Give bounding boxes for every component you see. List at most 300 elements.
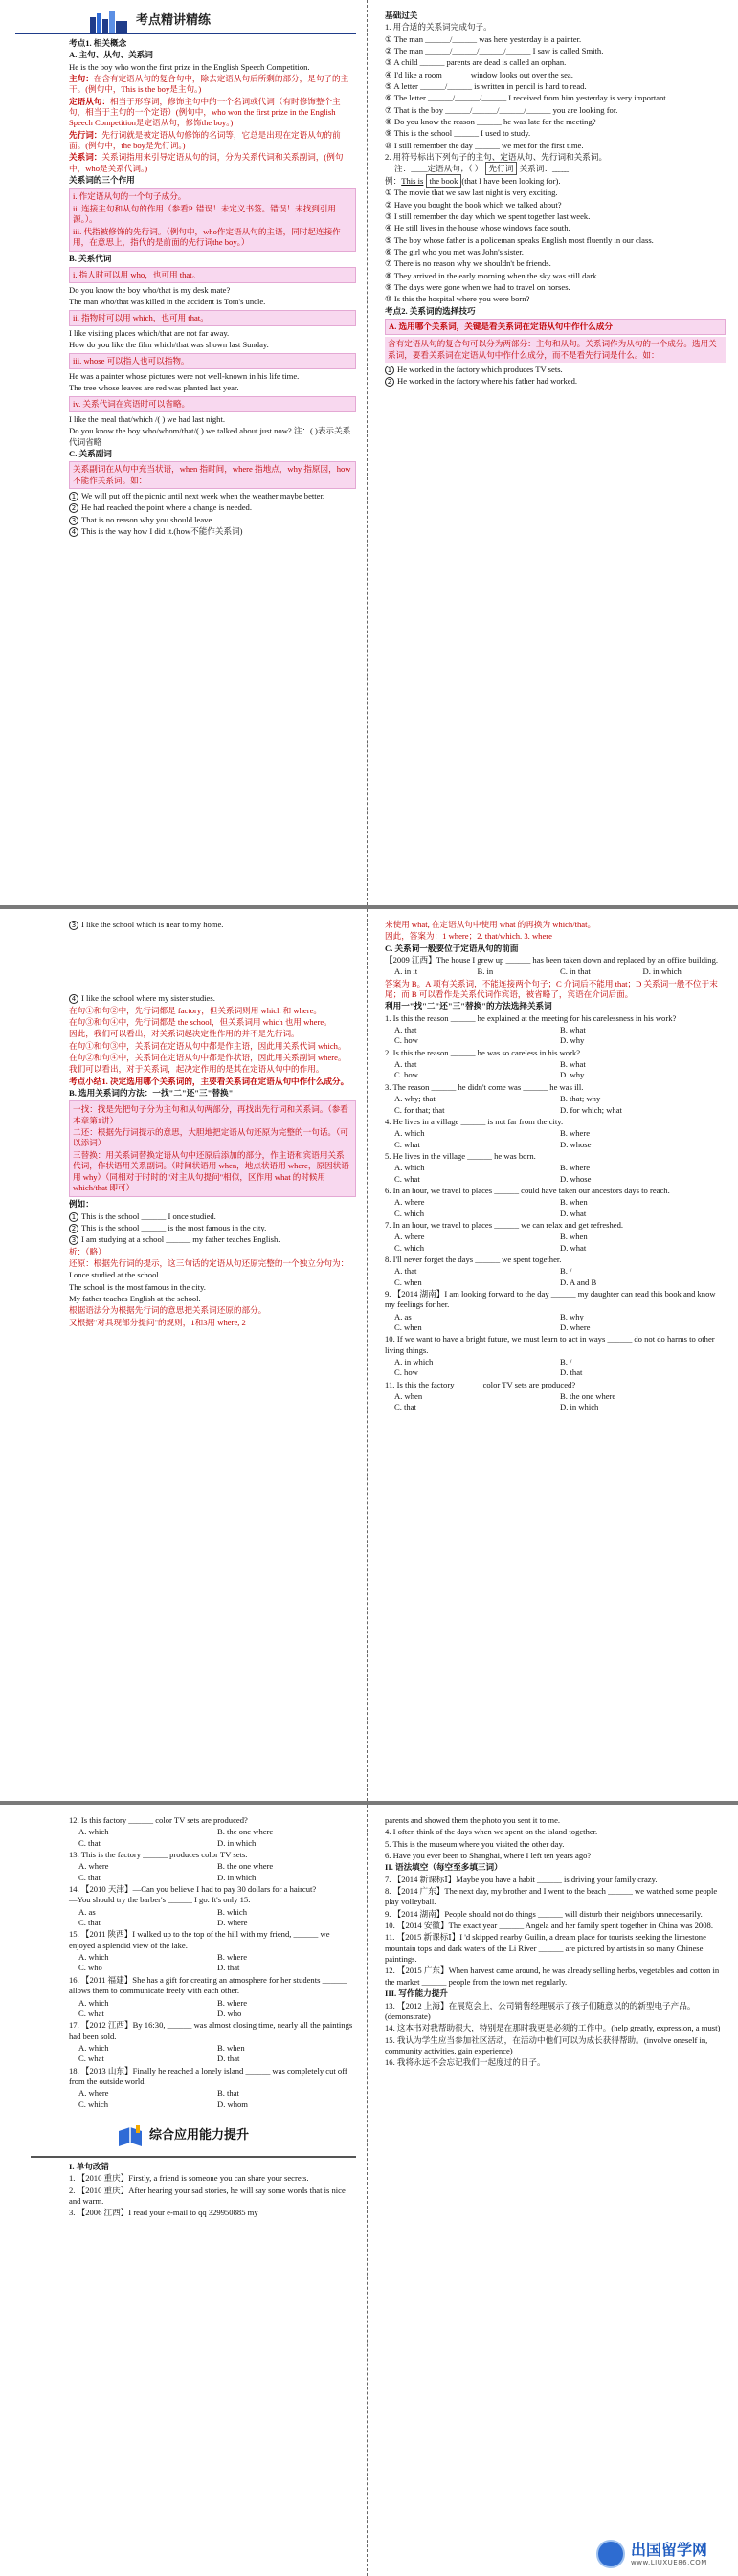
option: D. in which (217, 1837, 257, 1848)
option: C. which (394, 1208, 425, 1218)
mark-sentence-item (385, 294, 726, 304)
function-item: ii. 连接主句和从句的作用（参看P. 错误！未定义书签。错误！未找到引用源。）。 (73, 203, 337, 225)
options-row (69, 1998, 356, 2020)
options-row (385, 1128, 726, 1150)
term-attr-text: 相当于形容词，修饰主句中的一个名词或代词（有时修饰整个主句，相当于主句的一个定语）(例句中，who won the first prize in the English Speech Competition是定语从句，修饰the boy。) (69, 96, 341, 128)
question-text: He lives in a village ______ is not far from the city. (392, 1116, 564, 1126)
number-badge-3: 3 (69, 516, 78, 525)
item-text: Is this the hospital where you were born? (393, 294, 530, 304)
item-number: 7. (385, 1874, 391, 1884)
item-text: 【2012 上海】在展览会上，公司销售经理展示了孩子们随意以的的新型电子产品。(demonstrate) (385, 2000, 696, 2021)
writing-list (385, 2001, 726, 2069)
page1-left-column (8, 0, 362, 905)
part-1-heading: I. 单句改错 (69, 2161, 110, 2171)
restore-note: 还原：根据先行词的提示，这三句话的定语从句还原完整的一个独立分句为： (69, 1257, 349, 1268)
term-ante-text: 先行词就是被定语从句修饰的名词等，它总是出现在定语从句的前面。(例句中，the boy是先行词。) (69, 129, 341, 151)
option: C. for that; that (394, 1104, 445, 1115)
option: D. that (217, 2054, 240, 2064)
legend-antecedent: 先行词 (485, 162, 518, 175)
question-text: 【2013 山东】Finally he reached a lonely island ______ was completely cut off from the outside world. (69, 2065, 347, 2086)
number-badge-2: 2 (385, 377, 394, 387)
question-text: I'll never forget the days ______ we spent together. (392, 1254, 562, 1264)
options-row (69, 1861, 356, 1883)
question-text: 【2012 江西】By 16:30, ______ was almost closing time, nearly all the paintings had been sold. (69, 2020, 353, 2041)
option: A. where (394, 1232, 425, 1242)
item-number: 13. (69, 1850, 79, 1860)
item-number: 13. (385, 2000, 395, 2010)
number-badge-2: 2 (69, 1224, 78, 1233)
item-number: ① (385, 188, 394, 198)
item-number: ④ (385, 69, 394, 79)
section-title-bar (15, 6, 356, 34)
sub-heading-c: C. 关系词一般要位于定语从句的前面 (385, 943, 519, 953)
sub-heading-b: B. 关系代词 (69, 254, 112, 264)
books-icon (90, 10, 128, 33)
item-text: The girl who you met was John's sister. (393, 246, 524, 256)
item-number: ⑩ (385, 140, 394, 150)
correction-item: Have you ever been to Shanghai, where I left ten years ago? (392, 1851, 592, 1861)
item-text: There is no reason why we shouldn't be friends. (393, 258, 551, 269)
globe-icon (596, 2540, 625, 2568)
topic-2-note-box (385, 337, 726, 363)
item-number: ⑩ (385, 294, 394, 304)
numbered-item (385, 2057, 726, 2068)
mark-sentence-item (385, 271, 726, 281)
option: C. what (394, 1139, 420, 1149)
restore-end-2: 又根据"对具现部分提问"的规则，1和3用 where, 2 (69, 1317, 246, 1327)
example-antecedent: the book (426, 174, 462, 188)
item-text: 我将永远不会忘记我们一起度过的日子。 (396, 2057, 546, 2068)
c-example: 【2009 江西】The house I grew up ______ has been taken down and replaced by an office building. (385, 955, 719, 966)
topic-2-example: He worked in the factory which produces TV sets. (397, 364, 563, 374)
mark-sentence-item (385, 282, 726, 293)
mcq-item (385, 1186, 726, 1196)
numbered-item (385, 1875, 726, 1885)
options-row (69, 1907, 356, 1929)
option: A. where (78, 2088, 109, 2099)
option: B. the one where (560, 1391, 616, 1402)
option: A. which (78, 1827, 109, 1837)
page-3 (0, 1805, 738, 2576)
option: A. in which (394, 1357, 434, 1367)
item-number: ⑨ (385, 281, 394, 292)
mark-sentence-item (385, 223, 726, 233)
item-number: 14. (385, 2023, 395, 2033)
item-number: ⑥ (385, 246, 394, 256)
item-number: 1. (385, 1012, 391, 1023)
option: B. where (217, 1952, 248, 1963)
example-line: Do you know the boy who/whom/that/( ) we talked about just now? 注：( )表示关系代词省略 (69, 426, 351, 447)
section-2-title (31, 2118, 356, 2156)
question-text: In an hour, we travel to places ______ we can relax and get refreshed. (392, 1219, 624, 1230)
option: D. for which; what (560, 1104, 622, 1115)
option: C. that (78, 1918, 101, 1928)
mcq-item (385, 1013, 726, 1024)
item-number: 4. (385, 1827, 391, 1837)
option: D. in which (217, 1872, 257, 1882)
options-row (385, 1232, 726, 1254)
watermark (596, 2538, 730, 2572)
exercise-1-list (385, 34, 726, 151)
item-number: ③ (385, 211, 394, 221)
item-number: 4. (385, 1116, 391, 1126)
analysis-line: 在句①和句②中，先行词都是 factory，但关系词则用 which 和 where。 (69, 1005, 322, 1015)
sub-heading-b: B. 选用关系词的方法：一找"二"还"三"替换" (69, 1088, 234, 1099)
mcq-item (385, 1380, 726, 1390)
term-ante: 先行词： (69, 129, 102, 140)
item-number: ① (385, 33, 394, 44)
item-number: 9. (385, 1289, 391, 1299)
option: C. when (394, 1322, 422, 1333)
item-text: The man ______/______/______/______ I saw is called Smith. (393, 46, 604, 56)
item-text: I still remember the day ______ we met for the first time. (393, 140, 584, 150)
rule-box (69, 310, 356, 326)
item-number: ⑤ (385, 81, 394, 92)
options-row (385, 1163, 726, 1185)
item-number: ⑨ (385, 128, 394, 139)
option: C. when (394, 1277, 422, 1287)
mark-sentence-item (385, 188, 726, 198)
page-1 (0, 0, 738, 905)
question-text: Is this the reason ______ he explained at the meeting for his carelessness in his work? (392, 1012, 677, 1023)
option: D. where (560, 1322, 591, 1333)
option: D. whom (217, 2099, 248, 2109)
item-text: The man ______/______ was here yesterday is a painter. (393, 33, 582, 44)
steps-box (69, 1100, 356, 1197)
item-text: This is the school ______ I used to study. (393, 128, 531, 139)
item-text: 【2014 新课标Ⅰ】Maybe you have a habit ______ is driving your family crazy. (392, 1874, 658, 1884)
numbered-item (385, 1909, 726, 1920)
numbered-item (385, 1886, 726, 1908)
restored-sentence: I once studied at the school. (69, 1270, 161, 1280)
option: C. what (78, 2054, 104, 2064)
item-text: 【2014 广东】The next day, my brother and I went to the beach ______ we watched some people play volleyball. (385, 1886, 718, 1907)
item-text: The boy whose father is a policeman speaks English most fluently in our class. (393, 234, 654, 245)
column-divider (367, 909, 368, 1801)
option: A. that (394, 1059, 417, 1070)
option: C. that (78, 1837, 101, 1848)
item-number: 17. (69, 2020, 79, 2031)
item-text: He still lives in the house whose windows face south. (393, 223, 570, 233)
analysis-line: 在句①和句③中，关系词在定语从句中都是作主语，因此用关系代词 which。 (69, 1040, 347, 1051)
option: C. what (394, 1173, 420, 1184)
example-line: Do you know the boy who/that is my desk mate? (69, 284, 231, 295)
item-text: The letter ______/______/______ I received from him yesterday is very important. (393, 93, 668, 103)
item-number: ② (385, 199, 394, 210)
step-item: 一找：找是先把句子分为主句和从句两部分，再找出先行词和关系词。（参看本章第1讲） (73, 1104, 348, 1125)
page3-left-column (8, 1805, 362, 2576)
option: A. as (394, 1311, 412, 1321)
exercise-2-list (385, 188, 726, 304)
item-text: 【2015 新课标Ⅰ】I 'd skipped nearby Guilin, a dream place for tourists seeking the limestone mountain tops and dark waters of the Li River ______ are pictured by artists in so many Chinese paintings. (385, 1932, 706, 1965)
example-main: This is (401, 175, 424, 186)
numbered-item (385, 1965, 726, 1988)
term-rel-text: 关系词指用来引导定语从句的词，分为关系代词和关系副词，(例句中，who是关系代词。) (69, 152, 344, 173)
item-number: ③ (385, 57, 394, 68)
item-text: The days were gone when we had to travel on horses. (393, 281, 570, 292)
example-clause: (that I have been looking for). (461, 175, 561, 186)
item-number: 8. (385, 1886, 391, 1897)
part-2-heading: II. 语法填空（每空至多填三词） (385, 1862, 503, 1873)
item-number: ⑤ (385, 234, 394, 245)
option: C. how (394, 1367, 418, 1378)
item-number: 6. (385, 1851, 391, 1861)
mark-sentence-item (385, 211, 726, 222)
option: C. which (394, 1242, 425, 1253)
section-2-heading: 综合应用能力提升 (149, 2127, 250, 2143)
item-text: 【2015 广东】When harvest came around, he was already selling herbs, vegetables and cotton in the market ______ people from the town met regularly. (385, 1965, 720, 1987)
option: D. why (560, 1035, 585, 1046)
question-text: This is the factory ______ produces color TV sets. (80, 1850, 248, 1860)
correction-item: 【2010 重庆】Firstly, a friend is someone you can share your secrets. (77, 2173, 309, 2184)
item-number: ⑧ (385, 270, 394, 280)
option: B. why (560, 1311, 584, 1321)
option: D. who (217, 2008, 242, 2018)
mcq-list (69, 1815, 356, 2110)
grammar-fill-list (385, 1875, 726, 1988)
fill-blank-item (385, 34, 726, 45)
item-number: 2. (69, 2185, 78, 2195)
item-text: 【2014 安徽】The exact year ______ Angela and her family spent together in China was 2008. (396, 1921, 713, 1931)
fill-blank-item (385, 117, 726, 127)
item-text: I still remember the day which we spent together last week. (393, 211, 591, 221)
question-text: The reason ______ he didn't come was ______ he was ill. (392, 1081, 584, 1092)
question-text: 【2014 湖南】I am looking forward to the day ______ my daughter can read this book and know my feelings for her. (385, 1289, 716, 1310)
rule-box (69, 267, 356, 283)
continued-line: parents and showed them the photo you sent it to me. (385, 1815, 561, 1825)
item-number: ② (385, 46, 394, 56)
fill-blank-item (385, 128, 726, 139)
options-row (69, 2043, 356, 2065)
item-number: ⑦ (385, 104, 394, 115)
number-badge-4: 4 (69, 994, 78, 1004)
correction-item: 【2006 江西】I read your e-mail to qq 329950885 my (77, 2208, 258, 2218)
option: C. which (78, 2099, 109, 2109)
options-row (69, 1952, 356, 1974)
example-line: I like visiting places which/that are not far away. (69, 327, 230, 338)
restore-end: 根据语法分为根据先行词的意思把关系词还原的部分。 (69, 1305, 267, 1316)
option: A. which (394, 1163, 425, 1173)
option: D. what (560, 1208, 587, 1218)
numbered-item (385, 2035, 726, 2057)
option: B. / (560, 1357, 572, 1367)
page2-left-column (8, 909, 362, 1801)
option: A. where (78, 1861, 109, 1872)
option: B. that (217, 2088, 239, 2099)
mcq-item (385, 1048, 726, 1058)
example-label: 例： (385, 175, 402, 186)
mcq-item (69, 1884, 356, 1906)
option: B. that; why (560, 1094, 601, 1104)
rule-label: i. 指人时可以用 who，也可用 that。 (73, 269, 201, 279)
option: B. in (477, 966, 494, 977)
item-number: 3. (69, 2208, 78, 2218)
question-text: If we want to have a bright future, we must learn to act in ways ______ do not do harms to other living things. (385, 1334, 715, 1355)
item-text: 这本书对我帮助很大，特别是在那时我更是必须的工作中。(help greatly, expression, a must) (396, 2023, 721, 2033)
mcq-item (385, 1220, 726, 1231)
mark-sentence-item (385, 258, 726, 269)
option: B. when (560, 1197, 588, 1208)
option: A. as (78, 1906, 96, 1917)
question-text: Is this factory ______ color TV sets are produced? (80, 1815, 248, 1825)
item-number: 6. (385, 1185, 391, 1195)
topic-2-heading: 考点2. 关系词的选择技巧 (385, 305, 476, 316)
answer-line: 来使用 what, 在定语从句中使用 what 的再换为 which/that。 (385, 920, 596, 929)
option: A. where (394, 1197, 425, 1208)
option: D. that (217, 1963, 240, 1973)
sub-heading-a: A. 主句、从句、关系词 (69, 50, 153, 60)
fill-blank-item (385, 57, 726, 68)
question-text: In an hour, we travel to places ______ could have taken our ancestors days to reach. (392, 1185, 670, 1195)
option: C. that (394, 1402, 416, 1412)
book-icon (117, 2125, 144, 2148)
numbered-item (385, 1932, 726, 1965)
option: C. how (394, 1035, 418, 1046)
option: A. why; that (394, 1094, 436, 1104)
options-row (69, 1827, 356, 1849)
item-number: ⑥ (385, 93, 394, 103)
mcq-item (69, 2066, 356, 2088)
example-item: This is the school ______ I once studied. (81, 1210, 216, 1221)
summary-line: 考点小结1. 决定选用哪个关系词的，主要看关系词在定语从句中作什么成分。 (69, 1076, 349, 1086)
fill-blank-item (385, 46, 726, 56)
legend-relative: 关系词：﹏﹏ (519, 164, 570, 174)
mcq-item (69, 1929, 356, 1951)
number-badge-2: 2 (69, 503, 78, 513)
example-line: The tree whose leaves are red was planted last year. (69, 383, 239, 393)
functions-title: 关系词的三个作用 (69, 175, 135, 186)
item-text: Have you bought the book which we talked about? (393, 199, 562, 210)
item-number: 15. (385, 2034, 395, 2045)
term-main: 主句： (69, 74, 94, 84)
exercise-1-title: 1. 用合适的关系词完成句子。 (385, 22, 492, 33)
watermark-url: www.LIUXUE86.COM (631, 2559, 707, 2566)
option: D. whose (560, 1139, 592, 1149)
topic-2-example: He worked in the factory where his father had worked. (397, 376, 578, 387)
item-number: 2. (385, 1047, 391, 1057)
page-2 (0, 909, 738, 1801)
number-badge-1: 1 (385, 366, 394, 375)
basic-heading: 基础过关 (385, 11, 418, 20)
numbered-item (385, 2001, 726, 2023)
item-text: 【2014 湖南】People should not do things ______ will disturb their neighbors unnecessarily. (392, 1908, 703, 1919)
option: A. when (394, 1391, 423, 1402)
rule-label: ii. 指物时可以用 which，也可用 that。 (73, 312, 209, 322)
question-text: Is this the reason ______ he was so careless in his work? (392, 1047, 581, 1057)
c-note: 答案为 B。A 项有关系词，不能连接两个句子；C 介词后不能用 that；D 关系词一般不位于末尾；而 B 可以看作是关系代词作宾语，被省略了，宾语在介词后面。 (385, 978, 718, 1000)
options-row (385, 1059, 726, 1081)
item-number: 11. (385, 1379, 395, 1389)
column-divider (367, 1805, 368, 2576)
option: D. why (560, 1070, 585, 1080)
rule-box (69, 353, 356, 369)
topic-2-note: 含有定语从句的复合句可以分为两部分：主句和从句。关系词作为从句的一个成分。选用关系词，要看关系词在定语从句中作什么成分，而不是看先行词是什么。如： (388, 339, 717, 360)
adverb-note: 关系副词在从句中充当状语，when 指时间，where 指地点，why 指原因，how不能作关系词。如： (73, 464, 351, 485)
question-text: He lives in the village ______ he was born. (392, 1150, 536, 1161)
option: D. in which (560, 1402, 599, 1412)
number-badge-4: 4 (69, 527, 78, 537)
option: B. what (560, 1059, 586, 1070)
option: A. which (78, 2042, 109, 2053)
mcq-item (69, 1975, 356, 1997)
item-text: A letter ______/______ is written in pencil is hard to read. (393, 81, 587, 92)
example-item: He had reached the point where a change is needed. (81, 502, 252, 513)
term-rel: 关系词： (69, 152, 102, 163)
function-item: iii. 代指被修饰的先行词。（例句中，who作定语从句的主语，同时起连接作用，在意思上，指代的是前面的先行词the boy。） (73, 226, 341, 247)
mcq-item (385, 1334, 726, 1356)
page2-right-column (371, 909, 731, 1801)
option: B. what (560, 1025, 586, 1035)
item-text: Do you know the reason ______ he was late for the meeting? (393, 117, 596, 127)
analysis-line: 在句②和句④中，关系词在定语从句中都是作状语，因此用关系副词 where。 (69, 1053, 347, 1063)
item-number: 18. (69, 2065, 79, 2076)
functions-box (69, 188, 356, 252)
item-text: A child ______ parents are dead is called an orphan. (393, 57, 567, 68)
example-line: How do you like the film which/that was shown last Sunday. (69, 340, 269, 350)
option: B. where (560, 1163, 591, 1173)
option: C. in that (560, 966, 591, 977)
options-row (385, 1357, 726, 1379)
number-badge-1: 1 (69, 1212, 78, 1222)
option: B. the one where (217, 1827, 274, 1837)
item-text: They arrived in the early morning when the sky was still dark. (393, 270, 599, 280)
option: B. / (560, 1266, 572, 1277)
options-row (385, 1094, 726, 1116)
item-text: The movie that we saw last night is very exciting. (393, 188, 558, 198)
item-number: 12. (69, 1815, 79, 1825)
example-item: I like the school where my sister studies. (81, 993, 215, 1004)
item-text: 我认为学生应当参加社区活动，在活动中他们可以为成长获得帮助。(involve oneself in, community activities, gain experience) (385, 2034, 708, 2055)
number-badge-1: 1 (69, 492, 78, 501)
fill-blank-item (385, 105, 726, 116)
option: A. which (78, 1952, 109, 1963)
c-options (385, 966, 726, 977)
item-number: 10. (385, 1334, 395, 1344)
mcq-item (69, 1850, 356, 1860)
item-number: 7. (385, 1219, 391, 1230)
example-item: This is the way how I did it.(how不能作关系词) (81, 526, 243, 537)
option: D. where (217, 1918, 248, 1928)
step-item: 二还：根据先行词提示的意思，大胆地把定语从句还原为完整的一句话。（可以添词） (73, 1127, 348, 1148)
options-row (385, 1391, 726, 1413)
analysis-line: 在句③和句④中，先行词都是 the school，但关系词用 which 也用 where。 (69, 1017, 332, 1028)
topic-2-sub: A. 选用哪个关系词，关键是看关系词在定语从句中作什么成分 (389, 321, 613, 331)
option: B. the one where (217, 1861, 274, 1872)
number-badge-3: 3 (69, 1235, 78, 1245)
option: D. whose (560, 1173, 592, 1184)
example-sentence: He is the boy who won the first prize in the English Speech Competition. (69, 61, 310, 72)
question-text: 【2010 天津】—Can you believe I had to pay 30 dollars for a haircut? —You should try the barber's ______ I go. It's only 15. (69, 1884, 317, 1905)
item-number: 8. (385, 1254, 391, 1264)
mark-sentence-item (385, 247, 726, 257)
column-divider (367, 0, 368, 905)
topic-2-sub-box (385, 319, 726, 335)
option: D. what (560, 1242, 587, 1253)
option: A. in it (394, 966, 418, 977)
restored-sentence: My father teaches English at the school. (69, 1293, 201, 1303)
example-line: He was a painter whose pictures were not well-known in his life time. (69, 370, 300, 381)
item-number: 16. (69, 1974, 79, 1985)
item-number: 15. (69, 1929, 79, 1940)
option: A. which (394, 1128, 425, 1139)
option: C. how (394, 1070, 418, 1080)
option: D. that (560, 1367, 583, 1378)
mcq-item (385, 1289, 726, 1311)
item-number: 16. (385, 2057, 395, 2068)
item-number: 12. (385, 1965, 395, 1976)
numbered-item (385, 2023, 726, 2033)
term-main-text: 在含有定语从句的复合句中，除去定语从句后所剩的部分，是句子的主干。(例句中，This is the boy是主句。) (69, 74, 349, 95)
